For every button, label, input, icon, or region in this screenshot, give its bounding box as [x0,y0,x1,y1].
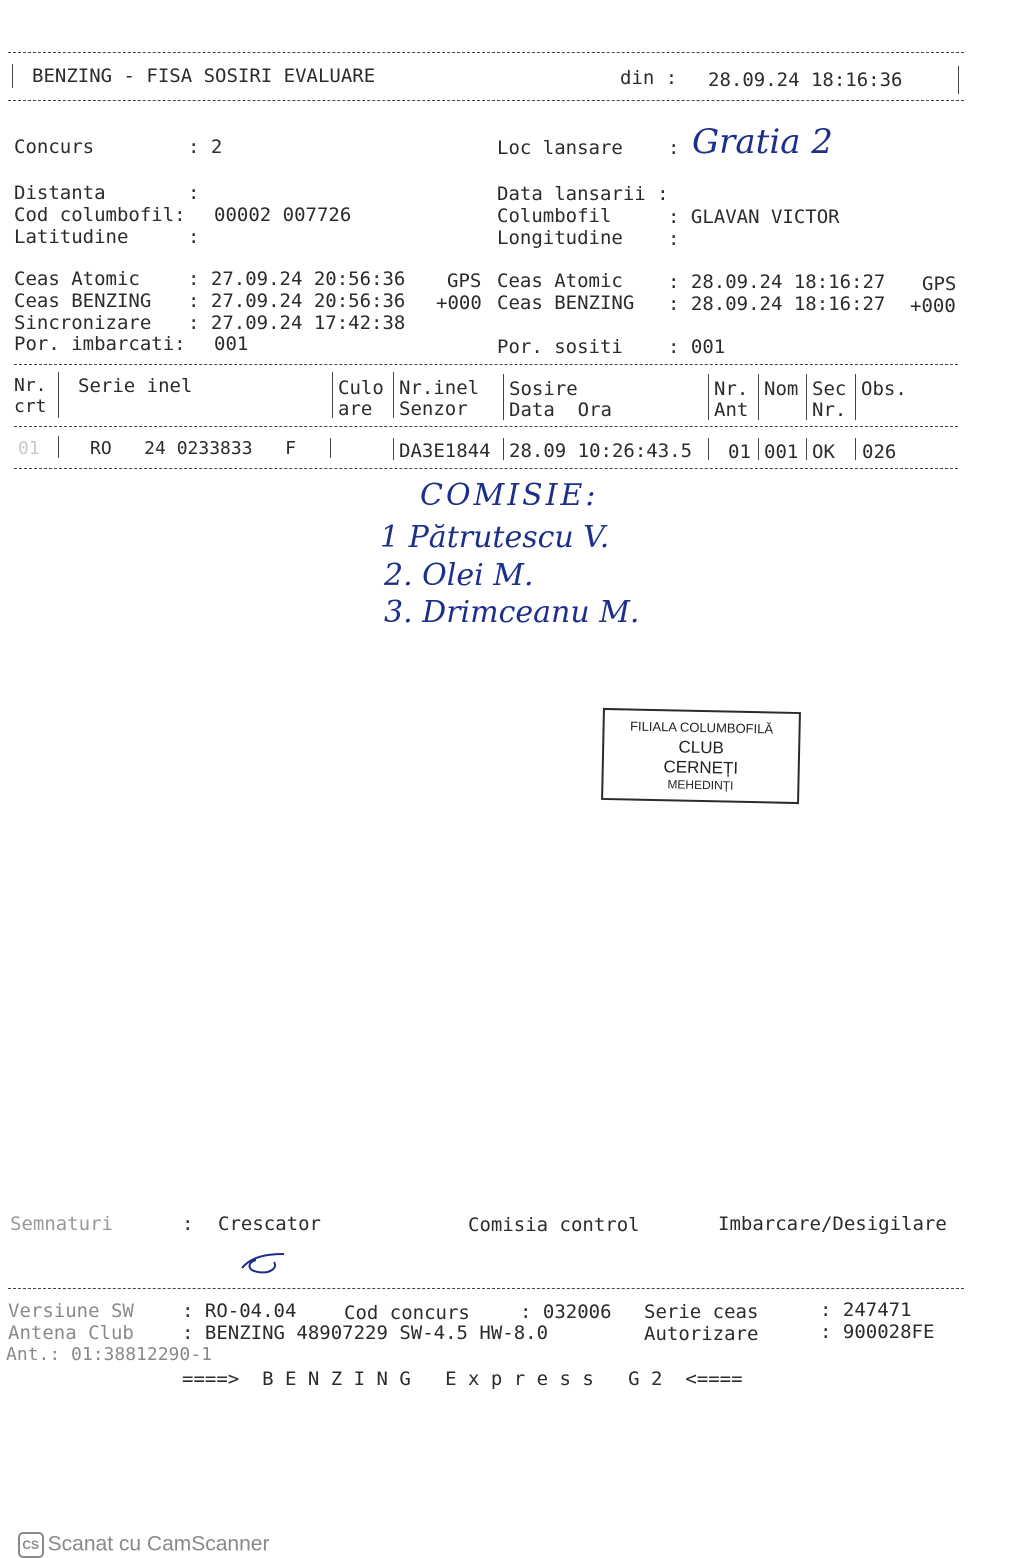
stamp-line-1: FILIALA COLUMBOFILĂ [629,718,774,737]
semnaturi-colon: : [182,1213,194,1235]
header-sec: Sec [812,378,847,400]
antena-club-value: : BENZING 48907229 SW-4.5 HW-8.0 [182,1322,549,1344]
cell-nr: 01 [18,438,40,459]
col-divider [58,372,59,418]
serie-ceas-value: : 247471 [820,1299,912,1321]
header-culoare-2: are [338,398,373,420]
stamp-line-3: CERNEȚI [663,757,739,778]
col-divider [708,374,709,420]
col-divider [855,374,856,420]
ceas-atomic-value-right: : 28.09.24 18:16:27 [668,271,886,293]
camscanner-text: Scanat cu CamScanner [47,1532,270,1556]
autorizare-label: Autorizare [644,1323,759,1345]
table-header-separator [14,426,958,427]
col-divider [58,436,59,458]
col-divider [503,374,504,420]
serie-ceas-label: Serie ceas [644,1301,759,1323]
por-imbarcati-label: Por. imbarcati: [14,333,186,355]
semnaturi-label: Semnaturi [10,1213,113,1235]
cell-sosire: 28.09 10:26:43.5 [509,440,693,462]
loc-lansare-handwritten: Gratia 2 [692,122,833,162]
header-senzor: Senzor [399,398,468,420]
commission-title: COMISIE: [420,478,599,513]
por-imbarcati-value: 001 [214,333,249,355]
cell-sec-nr: OK [812,441,835,463]
antena-club-label: Antena Club [8,1322,134,1344]
longitudine-label: Longitudine [497,227,623,249]
col-divider [758,374,759,420]
commission-member-3: 3. Drimceanu M. [384,595,640,630]
columbofil-value: : GLAVAN VICTOR [668,206,840,228]
header-nr-inel: Nr.inel [399,377,480,399]
data-lansarii-label: Data lansarii : [497,183,669,205]
sincronizare-value: : 27.09.24 17:42:38 [188,312,406,334]
footer-separator [8,1288,964,1289]
cell-nom: 001 [764,441,799,463]
header-top-border [8,52,964,53]
gps-right: GPS [922,273,957,295]
camscanner-logo-icon: CS [18,1532,44,1558]
header-culoare: Culo [338,377,384,399]
offset-right: +000 [910,295,956,317]
document-title: BENZING - FISA SOSIRI EVALUARE [32,65,376,87]
camscanner-watermark [6,1508,269,1558]
imbarcare-desigilare-label: Imbarcare/Desigilare [718,1213,947,1235]
cod-concurs-value: : 032006 [520,1301,612,1323]
gps-left: GPS [447,270,482,292]
header-nr-crt-2: crt [14,396,47,417]
offset-left: +000 [436,292,482,314]
loc-lansare-label: Loc lansare [497,137,623,159]
header-left-bar [12,64,13,88]
distanta-value: : [188,182,200,204]
express-banner: ====> B E N Z I N G E x p r e s s G 2 <==== [182,1368,743,1390]
crescator-signature [238,1248,302,1278]
versiune-label: Versiune SW [8,1300,134,1322]
columbofil-label: Columbofil [497,205,612,227]
ceas-benzing-label-right: Ceas BENZING [497,292,635,314]
cell-senzor: DA3E1844 [399,440,491,462]
ceas-benzing-value-left: : 27.09.24 20:56:36 [188,290,406,312]
crescator-label: Crescator [218,1213,321,1235]
col-divider [806,374,807,420]
versiune-value: : RO-04.04 [182,1300,297,1322]
table-top-border [14,364,958,365]
stamp-line-2: CLUB [678,737,725,758]
col-divider [503,438,504,460]
longitudine-value: : [668,228,680,250]
cod-columbofil-value: 00002 007726 [214,204,352,226]
sincronizare-label: Sincronizare [14,312,152,334]
header-nom: Nom [764,378,799,400]
col-divider [708,438,709,460]
col-divider [393,372,394,418]
header-bottom-border [8,100,964,101]
distanta-label: Distanta [14,182,106,204]
club-stamp [601,708,801,804]
col-divider [758,438,759,460]
ceas-benzing-value-right: : 28.09.24 18:16:27 [668,293,886,315]
col-divider [330,438,331,458]
cod-columbofil-label: Cod columbofil: [14,204,186,226]
header-right-bar [958,66,959,94]
concurs-label: Concurs [14,136,95,158]
loc-lansare-colon: : [668,137,680,159]
header-nr-ant: Nr. [714,378,749,400]
header-sec-nr: Nr. [812,399,847,421]
header-serie-inel: Serie inel [78,375,193,397]
concurs-value: : 2 [188,136,223,158]
header-nr-crt: Nr. [14,375,47,396]
table-bottom-border [14,468,958,469]
commission-member-2: 2. Olei M. [384,558,534,593]
cell-obs: 026 [862,441,897,463]
col-divider [393,438,394,460]
stamp-line-4: MEHEDINȚI [667,777,734,793]
header-ant: Ant [714,399,749,421]
date-label: din : [620,67,678,89]
cod-concurs-label: Cod concurs [344,1302,470,1324]
header-data-ora: Data Ora [509,399,612,421]
document-date: 28.09.24 18:16:36 [708,69,903,91]
por-sositi-label: Por. sositi [497,336,623,358]
ceas-atomic-value-left: : 27.09.24 20:56:36 [188,268,406,290]
header-sosire: Sosire [509,378,578,400]
por-sositi-value: : 001 [668,336,726,358]
col-divider [332,372,333,418]
antenna-id: Ant.: 01:38812290-1 [6,1344,212,1365]
latitudine-label: Latitudine [14,226,129,248]
autorizare-value: : 900028FE [820,1321,935,1343]
col-divider [855,438,856,460]
ceas-atomic-label-left: Ceas Atomic [14,268,140,290]
ceas-benzing-label-left: Ceas BENZING [14,290,152,312]
cell-serie-inel: RO 24 0233833 F [90,438,296,459]
commission-member-1: 1 Pătrutescu V. [380,520,610,555]
col-divider [806,438,807,460]
header-obs: Obs. [861,378,907,400]
comisia-control-label: Comisia control [468,1214,640,1236]
latitudine-value: : [188,226,200,248]
ceas-atomic-label-right: Ceas Atomic [497,270,623,292]
cell-nr-ant: 01 [728,441,751,463]
